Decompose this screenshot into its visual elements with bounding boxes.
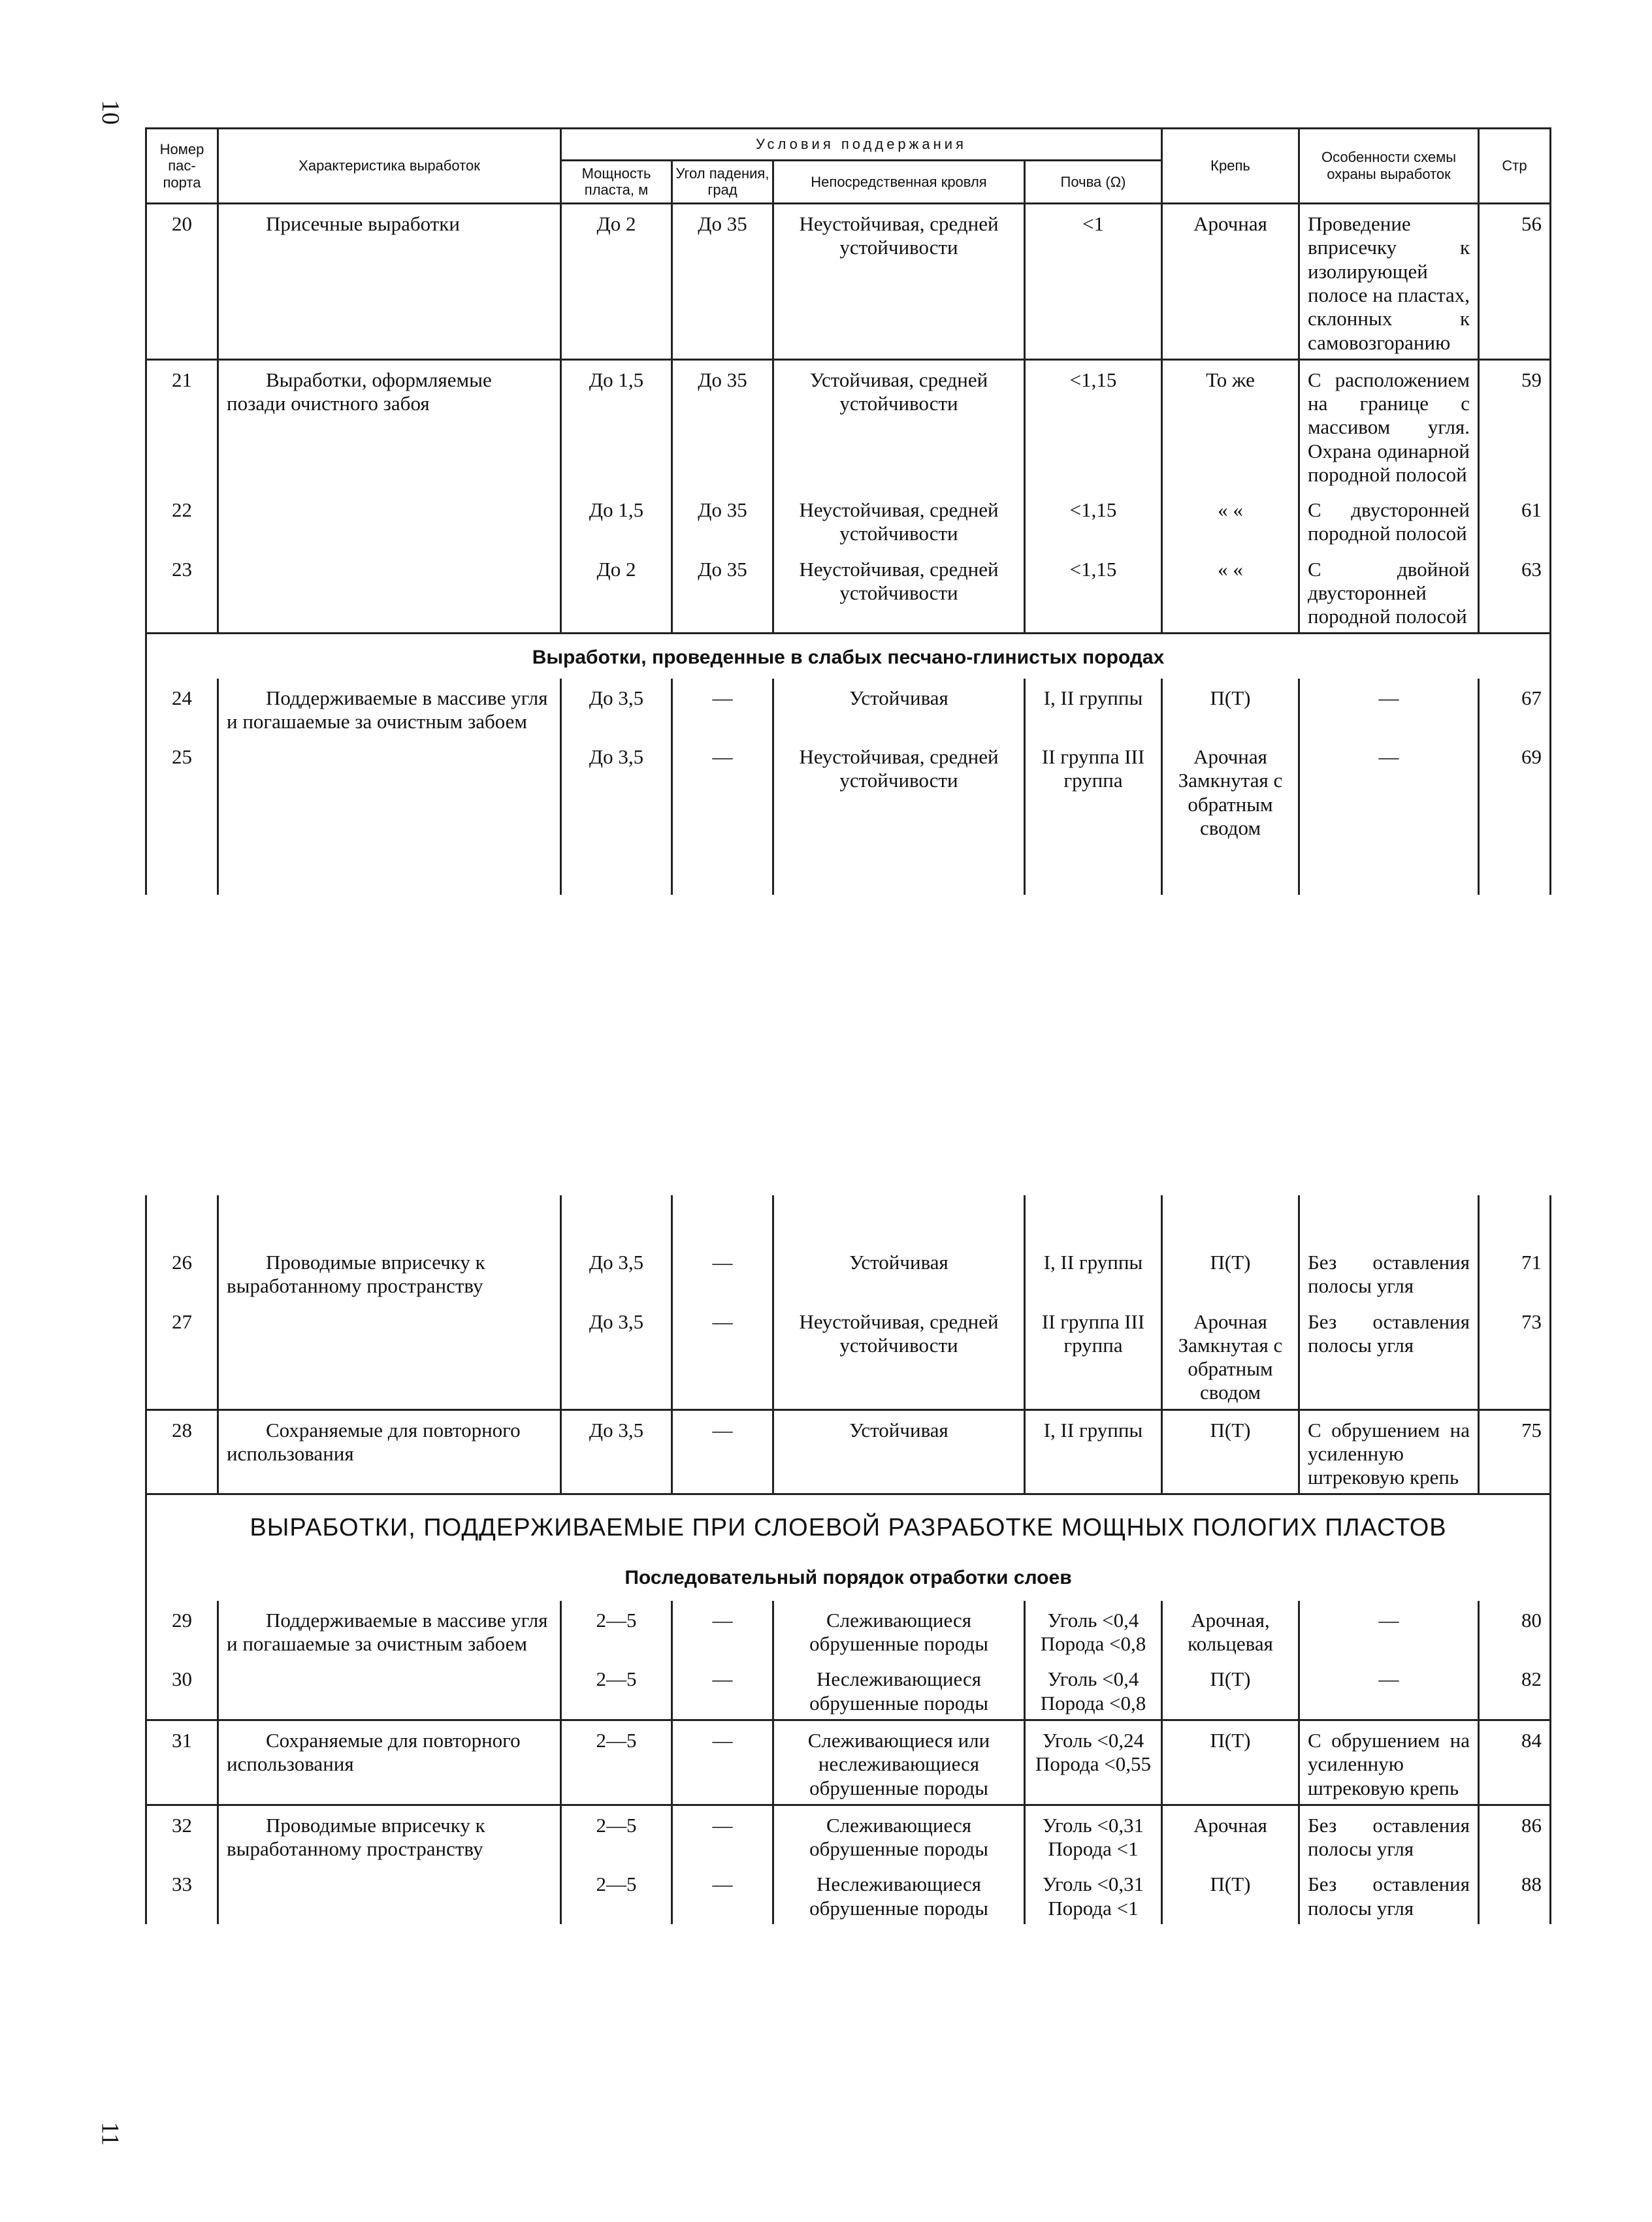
floor-cell: I, II группы	[1025, 1409, 1162, 1494]
dip-angle-cell: До 35	[672, 359, 773, 491]
page-ref-cell: 71	[1479, 1243, 1551, 1302]
features-cell: Проведение вприсечку к изолирующей полосе на пластах, склонных к самовозгоранию	[1299, 204, 1479, 360]
characteristic-cell: Выработки, оформляемые позади очистного забоя	[218, 359, 561, 491]
table-row	[146, 1601, 1551, 1660]
dip-angle-cell: —	[672, 1660, 773, 1720]
dip-angle-cell: До 35	[672, 550, 773, 634]
features-cell: С обрушением на усиленную штрековую крепь	[1299, 1720, 1479, 1805]
thickness-cell: 2—5	[561, 1660, 672, 1720]
passport-number-cell: 27	[146, 1302, 218, 1410]
roof-cell: Устойчивая, средней устойчивости	[773, 359, 1025, 491]
passport-table-top	[145, 127, 1551, 895]
characteristic-cell	[218, 1302, 561, 1410]
header-features: Особенности схемы охраны выработок	[1299, 129, 1479, 204]
roof-cell: Слеживающиеся или неслеживающиеся обрушенные породы	[773, 1720, 1025, 1805]
dip-angle-cell: —	[672, 1720, 773, 1805]
dip-angle-cell: —	[672, 1409, 773, 1494]
table-row	[146, 359, 1551, 491]
features-cell: —	[1299, 737, 1479, 844]
section-layered-mining: ВЫРАБОТКИ, ПОДДЕРЖИВАЕМЫЕ ПРИ СЛОЕВОЙ РАЗРАБОТКЕ МОЩНЫХ ПОЛОГИХ ПЛАСТОВ	[146, 1494, 1551, 1556]
passport-table-bottom	[145, 1195, 1551, 1924]
passport-number-cell: 21	[146, 359, 218, 491]
page-ref-cell: 69	[1479, 737, 1551, 844]
features-cell: Без оставления полосы угля	[1299, 1865, 1479, 1924]
roof-cell: Неустойчивая, средней устойчивости	[773, 491, 1025, 550]
page-ref-cell: 80	[1479, 1601, 1551, 1660]
characteristic-cell: Проводимые вприсечку к выработанному пространству	[218, 1805, 561, 1865]
dip-angle-cell: До 35	[672, 491, 773, 550]
roof-cell: Слеживающиеся обрушенные породы	[773, 1601, 1025, 1660]
page-ref-cell: 67	[1479, 679, 1551, 738]
page-ref-cell: 59	[1479, 359, 1551, 491]
subsection-row	[146, 1556, 1551, 1601]
subsection-order: Последовательный порядок отработки слоев	[146, 1556, 1551, 1601]
thickness-cell: До 1,5	[561, 359, 672, 491]
characteristic-cell: Проводимые вприсечку к выработанному пространству	[218, 1243, 561, 1302]
roof-cell: Неустойчивая, средней устойчивости	[773, 1302, 1025, 1410]
page-ref-cell: 61	[1479, 491, 1551, 550]
support-cell: П(Т)	[1162, 1409, 1299, 1494]
floor-cell: II группа III группа	[1025, 1302, 1162, 1410]
thickness-cell: До 3,5	[561, 1243, 672, 1302]
characteristic-cell	[218, 1865, 561, 1924]
support-cell: П(Т)	[1162, 679, 1299, 738]
page-ref-cell: 63	[1479, 550, 1551, 634]
header-num: Номер пас- порта	[146, 129, 218, 204]
page-number-bottom: 11	[96, 2121, 124, 2146]
header-floor: Почва (Ω)	[1025, 160, 1162, 203]
table-row	[146, 737, 1551, 844]
passport-number-cell: 26	[146, 1243, 218, 1302]
dip-angle-cell: —	[672, 1865, 773, 1924]
section-row	[146, 634, 1551, 679]
floor-cell: I, II группы	[1025, 679, 1162, 738]
thickness-cell: 2—5	[561, 1601, 672, 1660]
passport-number-cell: 24	[146, 679, 218, 738]
dip-angle-cell: —	[672, 679, 773, 738]
support-cell: П(Т)	[1162, 1865, 1299, 1924]
roof-cell: Устойчивая	[773, 679, 1025, 738]
characteristic-cell	[218, 491, 561, 550]
dip-angle-cell: —	[672, 1243, 773, 1302]
table-row	[146, 491, 1551, 550]
table-row	[146, 204, 1551, 360]
dip-angle-cell: —	[672, 1805, 773, 1865]
floor-cell: Уголь <0,31 Порода <1	[1025, 1865, 1162, 1924]
floor-cell: <1,15	[1025, 359, 1162, 491]
table-row	[146, 1660, 1551, 1720]
support-cell: П(Т)	[1162, 1660, 1299, 1720]
support-cell: Арочная Замкнутая с обратным сводом	[1162, 1302, 1299, 1410]
roof-cell: Неслеживающиеся обрушенные породы	[773, 1865, 1025, 1924]
characteristic-cell: Сохраняемые для повторного использования	[218, 1720, 561, 1805]
thickness-cell: 2—5	[561, 1805, 672, 1865]
page-ref-cell: 75	[1479, 1409, 1551, 1494]
support-cell: П(Т)	[1162, 1243, 1299, 1302]
thickness-cell: 2—5	[561, 1720, 672, 1805]
characteristic-cell	[218, 1660, 561, 1720]
section-row	[146, 1494, 1551, 1556]
thickness-cell: До 2	[561, 204, 672, 360]
support-cell: Арочная	[1162, 204, 1299, 360]
table-row	[146, 1720, 1551, 1805]
features-cell: С двойной двусторонней породной полосой	[1299, 550, 1479, 634]
roof-cell: Слеживающиеся обрушенные породы	[773, 1805, 1025, 1865]
passport-number-cell: 31	[146, 1720, 218, 1805]
thickness-cell: 2—5	[561, 1865, 672, 1924]
support-cell: То же	[1162, 359, 1299, 491]
table-row	[146, 1409, 1551, 1494]
header-angle: Угол падения, град	[672, 160, 773, 203]
page-ref-cell: 56	[1479, 204, 1551, 360]
thickness-cell: До 3,5	[561, 1302, 672, 1410]
passport-number-cell: 29	[146, 1601, 218, 1660]
floor-cell: I, II группы	[1025, 1243, 1162, 1302]
passport-number-cell: 20	[146, 204, 218, 360]
table-row	[146, 1805, 1551, 1865]
floor-cell: Уголь <0,4 Порода <0,8	[1025, 1601, 1162, 1660]
features-cell: —	[1299, 1601, 1479, 1660]
header-support: Крепь	[1162, 129, 1299, 204]
page-ref-cell: 82	[1479, 1660, 1551, 1720]
dip-angle-cell: —	[672, 1601, 773, 1660]
thickness-cell: До 2	[561, 550, 672, 634]
floor-cell: II группа III группа	[1025, 737, 1162, 844]
table-row	[146, 1865, 1551, 1924]
roof-cell: Устойчивая	[773, 1243, 1025, 1302]
passport-number-cell: 22	[146, 491, 218, 550]
characteristic-cell: Присечные выработки	[218, 204, 561, 360]
passport-number-cell: 32	[146, 1805, 218, 1865]
support-cell: П(Т)	[1162, 1720, 1299, 1805]
thickness-cell: До 1,5	[561, 491, 672, 550]
section-weak-rocks: Выработки, проведенные в слабых песчано-глинистых породах	[146, 634, 1551, 679]
header-conditions: Условия поддержания	[561, 129, 1162, 161]
passport-number-cell: 25	[146, 737, 218, 844]
page-ref-cell: 84	[1479, 1720, 1551, 1805]
table-row	[146, 1302, 1551, 1410]
floor-cell: <1,15	[1025, 550, 1162, 634]
support-cell: Арочная Замкнутая с обратным сводом	[1162, 737, 1299, 844]
thickness-cell: До 3,5	[561, 1409, 672, 1494]
passport-number-cell: 30	[146, 1660, 218, 1720]
characteristic-cell: Поддерживаемые в массиве угля и погашаемые за очистным забоем	[218, 1601, 561, 1660]
floor-cell: <1	[1025, 204, 1162, 360]
page-ref-cell: 86	[1479, 1805, 1551, 1865]
dip-angle-cell: До 35	[672, 204, 773, 360]
features-cell: —	[1299, 679, 1479, 738]
support-cell: « «	[1162, 550, 1299, 634]
support-cell: Арочная	[1162, 1805, 1299, 1865]
floor-cell: Уголь <0,24 Порода <0,55	[1025, 1720, 1162, 1805]
features-cell: Без оставления полосы угля	[1299, 1302, 1479, 1410]
characteristic-cell: Сохраняемые для повторного использования	[218, 1409, 561, 1494]
passport-number-cell: 28	[146, 1409, 218, 1494]
characteristic-cell	[218, 550, 561, 634]
table-row	[146, 679, 1551, 738]
thickness-cell: До 3,5	[561, 679, 672, 738]
characteristic-cell	[218, 737, 561, 844]
support-cell: Арочная, кольцевая	[1162, 1601, 1299, 1660]
roof-cell: Неустойчивая, средней устойчивости	[773, 737, 1025, 844]
table-row	[146, 550, 1551, 634]
page-number-top: 10	[97, 100, 124, 125]
page-ref-cell: 73	[1479, 1302, 1551, 1410]
features-cell: С обрушением на усиленную штрековую крепь	[1299, 1409, 1479, 1494]
features-cell: С расположением на границе с массивом угля. Охрана одинарной породной полосой	[1299, 359, 1479, 491]
table-row	[146, 1243, 1551, 1302]
header-characteristic: Характеристика выработок	[218, 129, 561, 204]
dip-angle-cell: —	[672, 737, 773, 844]
header-thickness: Мощность пласта, м	[561, 160, 672, 203]
thickness-cell: До 3,5	[561, 737, 672, 844]
features-cell: Без оставления полосы угля	[1299, 1805, 1479, 1865]
passport-number-cell: 23	[146, 550, 218, 634]
page-ref-cell: 88	[1479, 1865, 1551, 1924]
roof-cell: Устойчивая	[773, 1409, 1025, 1494]
header-page: Стр	[1479, 129, 1551, 204]
support-cell: « «	[1162, 491, 1299, 550]
features-cell: Без оставления полосы угля	[1299, 1243, 1479, 1302]
characteristic-cell: Поддерживаемые в массиве угля и погашаемые за очистным забоем	[218, 679, 561, 738]
roof-cell: Неустойчивая, средней устойчивости	[773, 204, 1025, 360]
roof-cell: Неслеживающиеся обрушенные породы	[773, 1660, 1025, 1720]
passport-number-cell: 33	[146, 1865, 218, 1924]
features-cell: —	[1299, 1660, 1479, 1720]
features-cell: С двусторонней породной полосой	[1299, 491, 1479, 550]
header-roof: Непосредственная кровля	[773, 160, 1025, 203]
floor-cell: Уголь <0,31 Порода <1	[1025, 1805, 1162, 1865]
dip-angle-cell: —	[672, 1302, 773, 1410]
roof-cell: Неустойчивая, средней устойчивости	[773, 550, 1025, 634]
floor-cell: Уголь <0,4 Порода <0,8	[1025, 1660, 1162, 1720]
floor-cell: <1,15	[1025, 491, 1162, 550]
